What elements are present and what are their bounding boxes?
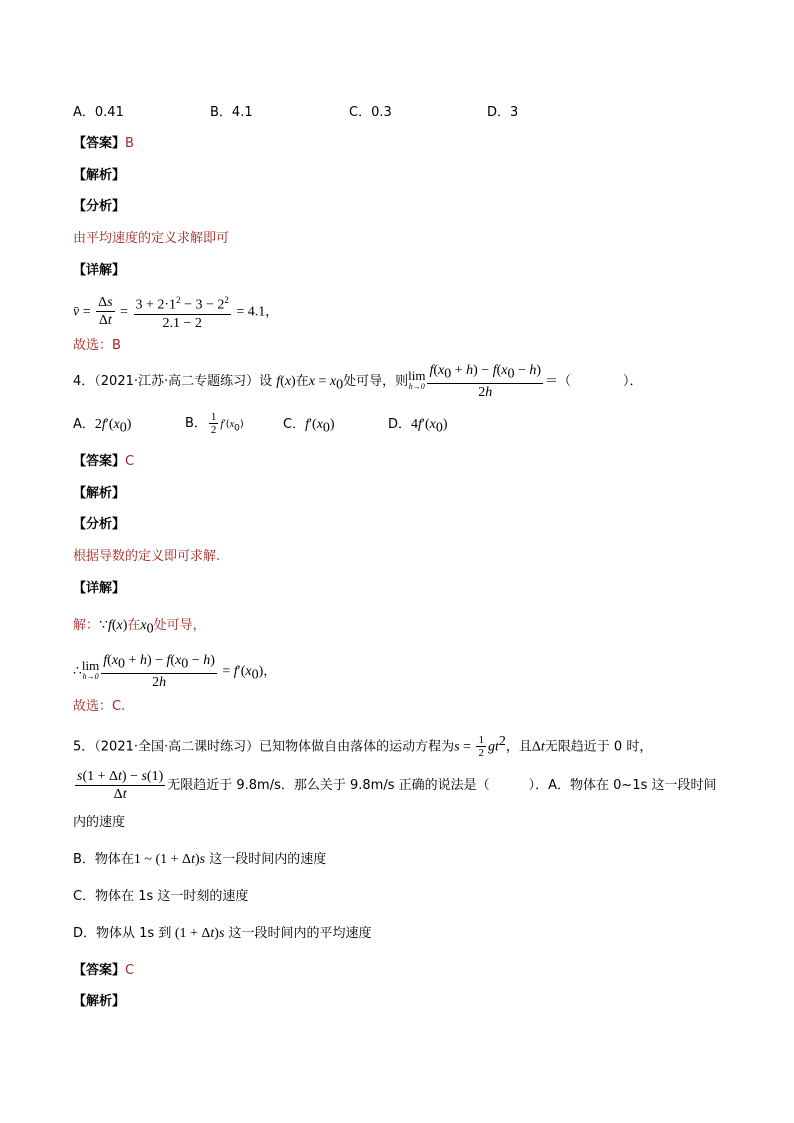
q5-stem-line3: 内的速度 <box>73 815 126 830</box>
detail-tag: 【详解】 <box>73 263 126 278</box>
fraction: $\frac{\Delta s}{\Delta t}$ <box>98 295 113 329</box>
q4-choose: 故选：C. <box>73 699 126 714</box>
q4-options-row <box>73 411 733 436</box>
q5-stem-line2: $\frac{s(1 + \Delta t) - s(1)}{\Delta t}$ 无限趋近于 9.8m/s．那么关于 9.8m/s 正确的说法是（ ）．A．物体在 0~1s 这一段时间 <box>77 769 717 802</box>
answer-value: C <box>125 454 135 469</box>
q4-stem: 4．（2021·江苏·高二专题练习）设 f(x)在$x = x_0$处可导，则 lim h→0 $\frac{f(x_0 + h) - f(x_0 - h)}{2h}$ ＝（ ）． <box>73 363 643 400</box>
q4-option-b: B． $\frac{1}{2}$ $f'(x_0)$ <box>185 411 244 436</box>
q4-option-c: C．$f'(x_0)$ <box>283 417 335 436</box>
q3-option-c: C．0.3 <box>349 105 392 120</box>
q4-option-d: D．$4f'(x_0)$ <box>388 417 448 436</box>
answer-value: C <box>125 963 135 978</box>
q3-option-d: D．3 <box>487 105 519 120</box>
q3-answer-line <box>73 135 134 153</box>
q5-answer-line: 【答案】C <box>73 963 135 978</box>
answer-tag: 【答案】 <box>73 136 126 151</box>
limit-symbol: lim h→0 <box>408 368 426 392</box>
fenxi-tag: 【分析】 <box>73 517 126 532</box>
analysis-tag: 【解析】 <box>73 486 126 501</box>
fenxi-text: 由平均速度的定义求解即可 <box>73 231 230 246</box>
q4-solution-equation: ∴ lim h→0 $\frac{f(x_0 + h) - f(x_0 - h)}{2h}$ = $f'(x_0)$， <box>73 653 277 690</box>
q4-solution-line1: 解：∵f(x)在$x_0$处可导， <box>73 618 206 637</box>
detail-tag: 【详解】 <box>73 581 126 596</box>
q5-stem: 5．（2021·全国·高二课时练习）已知物体做自由落体的运动方程为s = $\frac{1}{2}$ $gt^2$，且Δt无限趋近于 0 时， <box>73 734 653 760</box>
analysis-tag: 【解析】 <box>73 994 126 1009</box>
q4-option-a: A．$2f'(x_0)$ <box>73 417 132 436</box>
q5-option-c: C．物体在 1s 这一时刻的速度 <box>73 889 249 904</box>
q3-option-b: B．4.1 <box>210 105 253 120</box>
q5-option-d: D．物体从 1s 到 (1 + Δt)s 这一段时间内的平均速度 <box>73 926 372 941</box>
fenxi-tag: 【分析】 <box>73 199 126 214</box>
fraction: $\frac{3 + 2\cdot 1^2 - 3 - 2^2}{2.1 - 2}$ <box>134 292 231 332</box>
analysis-tag: 【解析】 <box>73 168 126 183</box>
fraction: $\frac{f(x_0 + h) - f(x_0 - h)}{2h}$ <box>103 653 215 690</box>
fraction: $\frac{s(1 + \Delta t) - s(1)}{\Delta t}$ <box>77 769 164 802</box>
q3-option-a: A．0.41 <box>73 105 124 120</box>
q3-equation: v̄ = $\frac{\Delta s}{\Delta t}$ = $\frac{3 + 2\cdot 1^2 - 3 - 2^2}{2.1 - 2}$ = 4.1， <box>73 292 278 332</box>
answer-value: B <box>125 136 134 151</box>
q4-stem-suffix: ＝（ ）． <box>545 373 643 389</box>
limit-symbol: lim h→0 <box>81 658 100 682</box>
q3-choose: 故选：B <box>73 338 121 353</box>
q4-stem-prefix: 4．（2021·江苏·高二专题练习）设 <box>73 373 273 389</box>
q5-option-b: B．物体在1 ~ (1 + Δt)s 这一段时间内的速度 <box>73 852 327 867</box>
q3-options-row <box>73 104 733 122</box>
fraction: $\frac{f(x_0 + h) - f(x_0 - h)}{2h}$ <box>429 363 542 400</box>
fenxi-text: 根据导数的定义即可求解. <box>73 549 221 564</box>
q4-answer-line: 【答案】C <box>73 454 135 469</box>
